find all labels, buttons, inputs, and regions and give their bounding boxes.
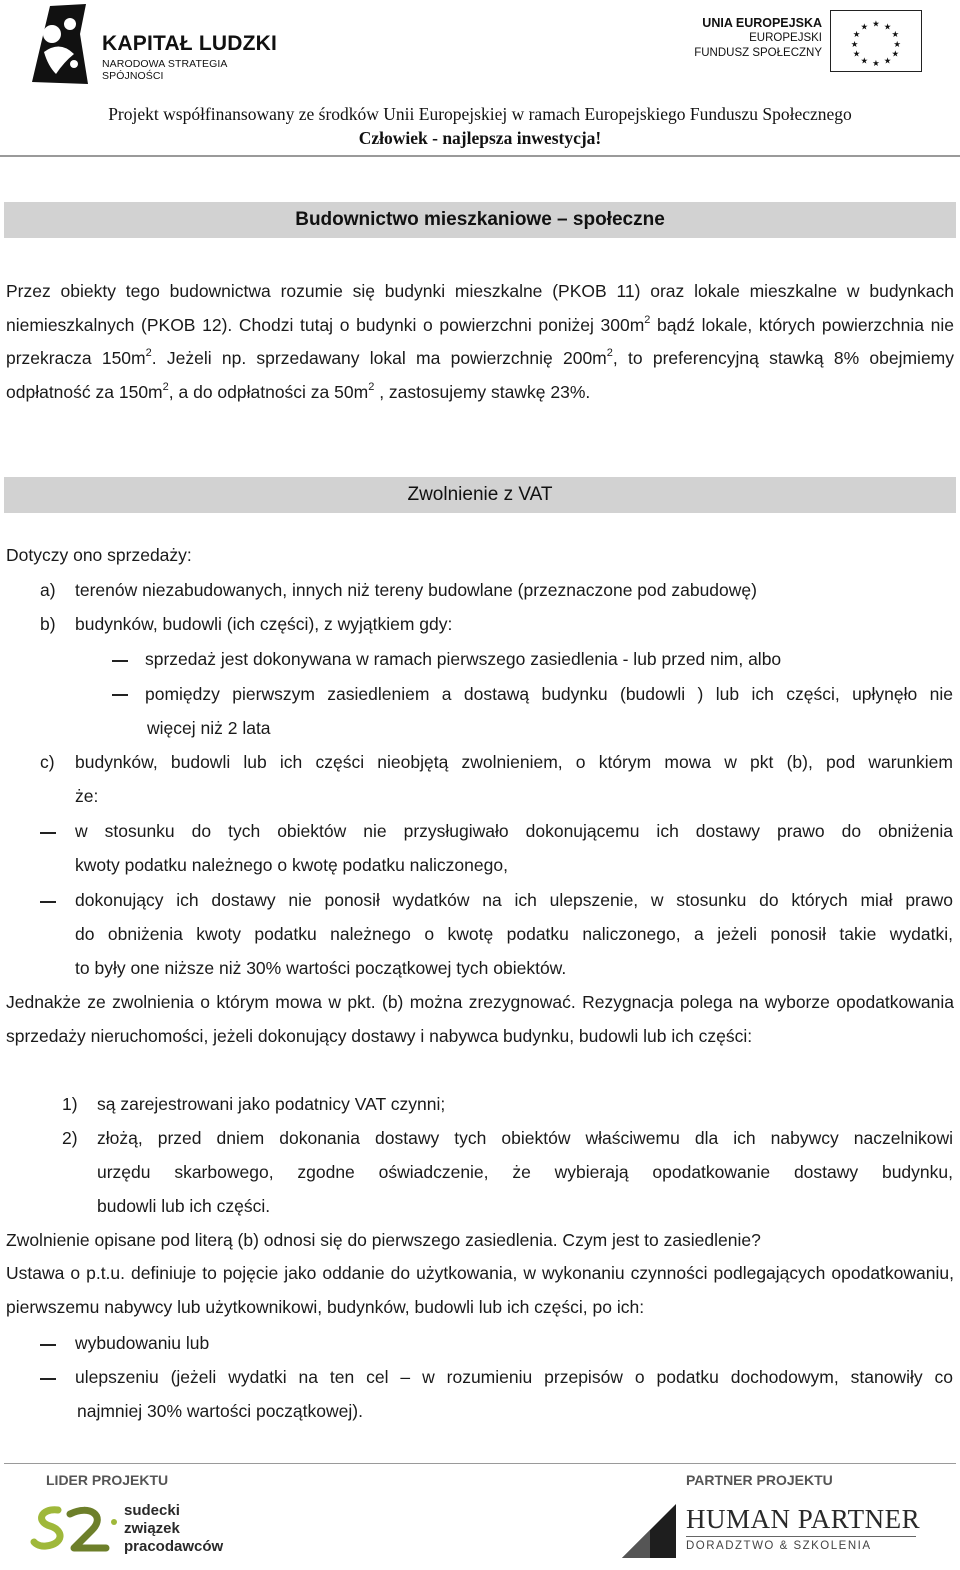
svg-text:★: ★ [872, 18, 880, 29]
paragraph-zasiedlenie: Zwolnienie opisane pod literą (b) odnosi się do pierwszego zasiedlenia. Czym jest to zasiedlenie? [6, 1230, 761, 1250]
kapital-ludzki-title: KAPITAŁ LUDZKI [102, 32, 278, 55]
item-d-1: wybudowaniu lub [75, 1333, 210, 1353]
eu-flag-icon [830, 10, 922, 72]
paragraph-rezygnacja-text: Jednakże ze zwolnienia o którym mowa w pkt. (b) można zrezygnować. Rezygnacja polega na wyborze opodatkowania sprzedaży nieruchomości, jeżeli dokonujący dostawy i nabywca budynku, budowli lub ich części: [6, 992, 954, 1046]
project-slogan: Człowiek - najlepsza inwestycja! [358, 128, 602, 148]
header-divider [0, 155, 960, 157]
eu-logo [682, 10, 922, 76]
item-a-text: terenów niezabudowanych, innych niż tereny budowlane (przeznaczone pod zabudowę) [75, 580, 757, 600]
item-c-marker: c) [40, 752, 55, 772]
svg-text:★: ★ [893, 38, 902, 49]
p1-part-c: . Jeżeli np. sprzedawany lokal ma powierzchnię 200m [151, 348, 607, 368]
item-2-marker: 2) [62, 1128, 78, 1148]
p1-sup-3: 2 [606, 347, 613, 360]
paragraph-rezygnacja [6, 985, 954, 1053]
item-c-sub-2-line-2: do obniżenia kwoty podatku należnego o kwotę podatku naliczonego, a jeżeli ponosił takie wydatki, [75, 924, 953, 944]
human-partner-logo [620, 1500, 920, 1564]
item-2-line-3: budowli lub ich części. [97, 1196, 271, 1216]
ssp-line-2: związek [124, 1520, 180, 1537]
svg-text:★: ★ [850, 38, 859, 49]
svg-text:★: ★ [891, 48, 900, 59]
ssp-line-1: sudecki [124, 1502, 180, 1519]
item-2-line-2: urzędu skarbowego, zgodne oświadczenie, że wybierają opodatkowanie dostawy budynku, [97, 1162, 953, 1182]
ssp-line-3: pracodawców [124, 1538, 224, 1555]
item-c-sub-1-line-1: w stosunku do tych obiektów nie przysługiwało dokonującemu ich dostawy prawo do obniżenia [75, 821, 953, 841]
partner-label: PARTNER PROJEKTU [686, 1472, 833, 1488]
item-b-marker: b) [40, 614, 56, 634]
kapital-ludzki-subtitle: NARODOWA STRATEGIA SPÓJNOŚCI [102, 58, 227, 82]
p1-sup-2: 2 [145, 347, 152, 360]
eu-line-2: EUROPEJSKI [749, 32, 822, 44]
svg-text:★: ★ [852, 29, 861, 40]
item-c-line-2: że: [75, 786, 99, 806]
section-heading-budownictwo: Budownictwo mieszkaniowe – społeczne [4, 202, 956, 238]
dash-icon [40, 832, 56, 834]
svg-text:★: ★ [891, 29, 900, 40]
p1-part-b: bądź lokale, których powierzchnia nie przekracza 150m [6, 314, 954, 368]
project-cofinancing-line: Projekt współfinansowany ze środków Unii Europejskiej w ramach Europejskiego Funduszu Społecznego [108, 104, 852, 124]
svg-text:★: ★ [872, 58, 880, 69]
dash-icon [40, 901, 56, 903]
svg-text:★: ★ [883, 55, 892, 66]
leader-label: LIDER PROJEKTU [46, 1472, 169, 1488]
item-b-text: budynków, budowli (ich części), z wyjątkiem gdy: [75, 614, 453, 634]
ssp-logo-icon [30, 1502, 118, 1562]
p1-part-f: , zastosujemy stawkę 23%. [374, 381, 591, 402]
eu-line-1: UNIA EUROPEJSKA [702, 16, 822, 30]
p1-sup-5: 2 [368, 380, 375, 393]
intro-text: Dotyczy ono sprzedaży: [6, 545, 192, 565]
item-2-line-1: złożą, przed dniem dokonania dostawy tych obiektów właściwemu dla ich nabywcy naczelnikowi [97, 1128, 953, 1148]
paragraph-ustawa-text: Ustawa o p.t.u. definiuje to pojęcie jako oddanie do użytkowania, w wykonaniu czynności podlegających opodatkowaniu, pierwszemu nabywcy lub użytkownikowi, budynków, budowli lub ich części, po ich: [6, 1263, 954, 1317]
paragraph-budownictwo [6, 275, 954, 409]
eu-line-3: FUNDUSZ SPOŁECZNY [694, 47, 822, 59]
sudecki-zwiazek-pracodawcow-logo [30, 1500, 270, 1564]
p1-sup-4: 2 [162, 380, 169, 393]
human-partner-tagline: DORADZTWO & SZKOLENIA [686, 1540, 872, 1552]
section-heading-zwolnienie: Zwolnienie z VAT [4, 477, 956, 513]
paragraph-ustawa [6, 1256, 954, 1324]
footer-divider [4, 1463, 956, 1464]
item-d-2-line-1: ulepszeniu (jeżeli wydatki na ten cel – w rozumieniu przepisów o podatku dochodowym, stanowiły co [75, 1367, 953, 1387]
svg-text:★: ★ [852, 48, 861, 59]
kapital-ludzki-logo [30, 4, 290, 86]
p1-part-e: , a do odpłatności za 50m [168, 381, 369, 402]
eu-logo-text [682, 16, 822, 61]
item-1-marker: 1) [62, 1094, 78, 1114]
item-d-2-line-2: najmniej 30% wartości początkowej). [77, 1401, 363, 1421]
p1-part-a: Przez obiekty tego budownictwa rozumie się budynki mieszkalne (PKOB 11) oraz lokale mieszkalne w budynkach niemieszkalnych (PKOB 12). Chodzi tutaj o budynki o powierzchni poniżej 300m [6, 281, 954, 335]
dash-icon [112, 660, 128, 662]
item-c-sub-2-line-3: to były one niższe niż 30% wartości początkowej tych obiektów. [75, 958, 567, 978]
human-partner-name: HUMAN PARTNER [686, 1504, 921, 1534]
dash-icon [40, 1378, 56, 1380]
item-c-sub-1-line-2: kwoty podatku należnego o kwotę podatku naliczonego, [75, 855, 508, 875]
dash-icon [112, 694, 128, 696]
svg-text:★: ★ [883, 21, 892, 32]
dash-icon [40, 1344, 56, 1346]
kapital-ludzki-logo-icon [30, 4, 88, 86]
item-b-sub-2-line-1: pomiędzy pierwszym zasiedleniem a dostawą budynku (budowli ) lub ich części, upłynęło nie [145, 684, 953, 704]
item-b-sub-2-line-2: więcej niż 2 lata [147, 718, 271, 738]
p1-part-d: , to preferencyjną stawką 8% obejmiemy odpłatność za 150m [6, 348, 955, 402]
svg-text:★: ★ [860, 55, 869, 66]
page-header [0, 0, 960, 158]
human-partner-logo-icon [620, 1502, 678, 1560]
item-a-marker: a) [40, 580, 56, 600]
item-c-line-1: budynków, budowli lub ich części nieobjętą zwolnieniem, o którym mowa w pkt (b), pod warunkiem [75, 752, 953, 772]
ssp-logo-text [124, 1502, 223, 1556]
item-1-text: są zarejestrowani jako podatnicy VAT czynni; [97, 1094, 446, 1114]
svg-text:★: ★ [860, 21, 869, 32]
p1-sup-1: 2 [644, 313, 651, 326]
human-partner-rule [686, 1536, 916, 1537]
item-c-sub-2-line-1: dokonujący ich dostawy nie ponosił wydatków na ich ulepszenie, w stosunku do których miał prawo [75, 890, 953, 910]
item-b-sub-1: sprzedaż jest dokonywana w ramach pierwszego zasiedlenia - lub przed nim, albo [145, 649, 782, 669]
